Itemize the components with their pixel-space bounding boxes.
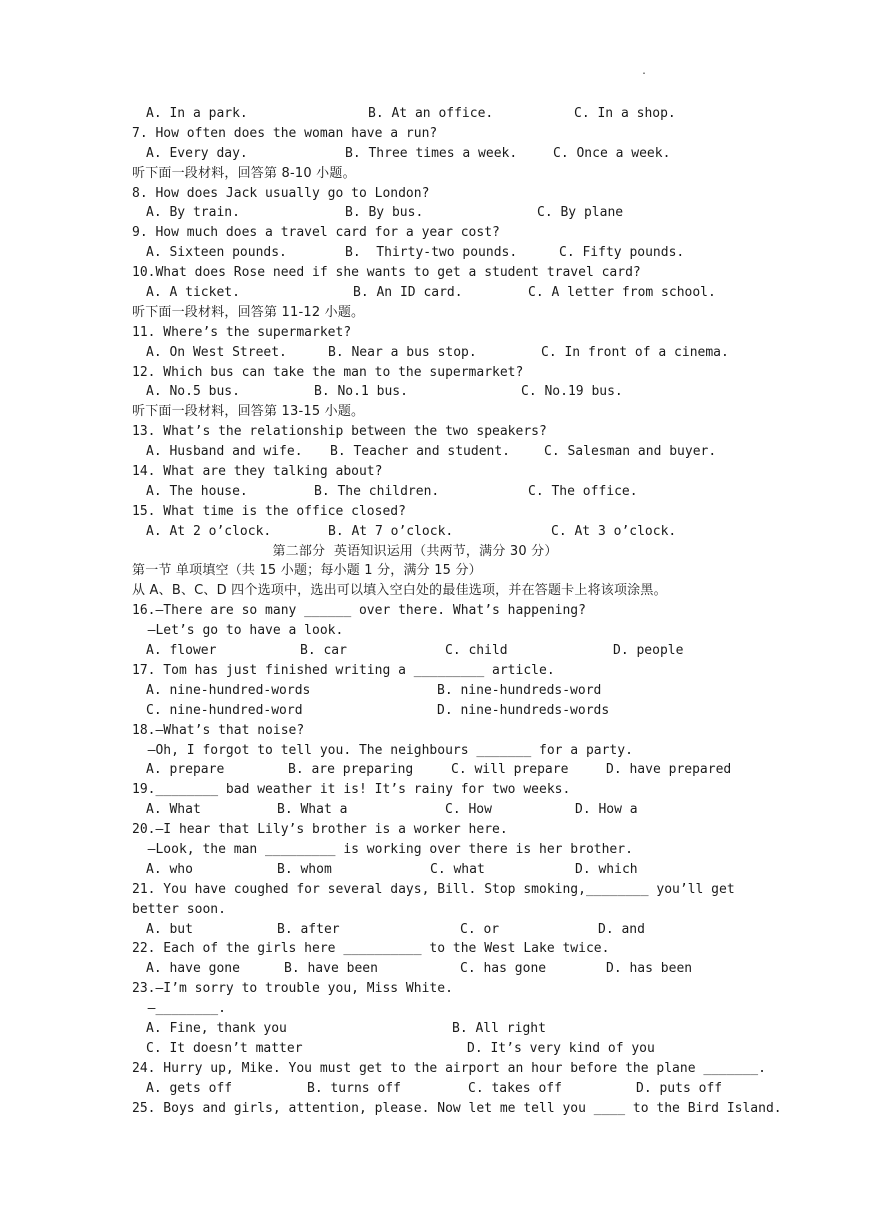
option-b: B. nine-hundreds-word [437, 682, 602, 698]
option-d: D. and [598, 921, 645, 937]
option-a: A. What [146, 802, 201, 818]
option-c: C. takes off [468, 1080, 562, 1096]
option-a: A. A ticket. [146, 285, 240, 301]
option-b: B. At an office. [368, 106, 494, 121]
option-a: A. who [146, 861, 193, 877]
option-b: B. whom [277, 861, 332, 877]
q8-stem: 8. How does Jack usually go to London? [132, 185, 430, 201]
q17-stem: 17. Tom has just finished writing a _________ article. [132, 662, 555, 678]
option-d: D. have prepared [606, 762, 732, 778]
q11-options [132, 343, 732, 363]
q20-stem: 20.—I hear that Lily’s brother is a worker here. [132, 822, 508, 838]
q14-options [132, 482, 732, 502]
q23-stem-2: —________. [132, 1001, 226, 1017]
option-b: B. No.1 bus. [314, 384, 408, 400]
option-b: B. are preparing [288, 762, 414, 778]
q17-options-ab [132, 681, 732, 701]
option-a: A. have gone [146, 961, 240, 977]
option-c: C. what [430, 861, 485, 877]
option-c: C. The office. [528, 483, 638, 499]
q10-stem: 10.What does Rose need if she wants to get a student travel card? [132, 265, 641, 281]
exam-content [132, 104, 782, 1118]
q20-stem-2: —Look, the man _________ is working over there is her brother. [132, 841, 633, 857]
q25-stem: 25. Boys and girls, attention, please. Now let me tell you ____ to the Bird Island. [132, 1100, 782, 1116]
section-instruction-11-12: 听下面一段材料，回答第 11-12 小题。 [132, 304, 365, 320]
option-a: A. No.5 bus. [146, 384, 240, 400]
q13-stem: 13. What’s the relationship between the two speakers? [132, 424, 547, 440]
option-a: A. but [146, 921, 193, 937]
option-c: C. nine-hundred-word [146, 702, 303, 718]
option-d: D. people [613, 643, 684, 659]
option-a: A. Sixteen pounds. [146, 245, 287, 261]
q11-stem: 11. Where’s the supermarket? [132, 324, 352, 340]
section-instruction-13-15: 听下面一段材料，回答第 13-15 小题。 [132, 404, 365, 420]
q19-options [132, 800, 732, 820]
q18-options [132, 760, 732, 780]
option-b: B. have been [284, 961, 378, 977]
q17-options-cd [132, 701, 732, 721]
option-b: B. Near a bus stop. [328, 344, 477, 360]
option-c: C. Fifty pounds. [559, 245, 685, 261]
part-two-heading: 第二部分 英语知识运用（共两节，满分 30 分） [272, 543, 558, 559]
q18-stem: 18.—What’s that noise? [132, 722, 305, 738]
option-c: C. Salesman and buyer. [544, 444, 717, 460]
option-a: A. Fine, thank you [146, 1020, 287, 1036]
q12-options [132, 382, 732, 402]
q13-options [132, 442, 732, 462]
q21-stem: 21. You have coughed for several days, Bill. Stop smoking,________ you’ll get [132, 881, 735, 897]
q9-stem: 9. How much does a travel card for a year cost? [132, 225, 500, 241]
q7-options [132, 144, 732, 164]
option-c: C. A letter from school. [528, 285, 716, 301]
q14-stem: 14. What are they talking about? [132, 464, 383, 480]
option-b: B. At 7 o’clock. [328, 523, 454, 539]
q22-options [132, 959, 732, 979]
option-a: A. By train. [146, 205, 240, 221]
option-d: D. nine-hundreds-words [437, 702, 610, 718]
section-instruction-8-10: 听下面一段材料，回答第 8-10 小题。 [132, 165, 356, 181]
q23-stem: 23.—I’m sorry to trouble you, Miss White. [132, 981, 453, 997]
option-a: A. flower [146, 643, 217, 659]
q10-options [132, 283, 732, 303]
option-b: B. The children. [314, 483, 440, 499]
option-b: B. Three times a week. [345, 145, 518, 161]
option-b: B. turns off [307, 1080, 401, 1096]
option-a: A. On West Street. [146, 344, 287, 360]
option-c: C. In front of a cinema. [541, 344, 729, 360]
option-a: A. prepare [146, 762, 225, 778]
option-c: C. No.19 bus. [521, 384, 623, 400]
option-a: A. In a park. [146, 106, 248, 121]
q21-options [132, 920, 732, 940]
q20-options [132, 860, 732, 880]
option-b: B. What a [277, 802, 348, 818]
option-d: D. puts off [636, 1080, 723, 1096]
q8-options [132, 203, 732, 223]
q23-options-ab [132, 1019, 732, 1039]
option-d: D. which [575, 861, 638, 877]
q22-stem: 22. Each of the girls here __________ to the West Lake twice. [132, 941, 610, 957]
option-d: D. How a [575, 802, 638, 818]
q24-options [132, 1079, 732, 1099]
section-one-instructions: 从 A、B、C、D 四个选项中，选出可以填入空白处的最佳选项，并在答题卡上将该项涂黑。 [132, 583, 667, 599]
q21-stem-2: better soon. [132, 901, 226, 917]
q16-stem: 16.—There are so many ______ over there. What’s happening? [132, 603, 586, 619]
option-b: B. By bus. [345, 205, 424, 221]
option-b: B. All right [452, 1020, 546, 1036]
option-a: A. nine-hundred-words [146, 682, 311, 698]
option-b: B. An ID card. [353, 285, 463, 301]
q7-stem: 7. How often does the woman have a run? [132, 125, 438, 141]
option-a: A. The house. [146, 483, 248, 499]
option-c: C. How [445, 802, 492, 818]
option-c: C. Once a week. [553, 145, 671, 161]
q16-options [132, 641, 732, 661]
option-c: C. At 3 o’clock. [551, 523, 677, 539]
option-a: A. Every day. [146, 145, 248, 161]
section-one-heading: 第一节 单项填空（共 15 小题；每小题 1 分，满分 15 分） [132, 563, 482, 579]
option-a: A. Husband and wife. [146, 444, 303, 460]
page-mark: . [641, 66, 648, 77]
q18-stem-2: —Oh, I forgot to tell you. The neighbours _______ for a party. [132, 742, 633, 758]
option-a: A. At 2 o’clock. [146, 523, 272, 539]
option-b: B. car [300, 643, 347, 659]
option-c: C. child [445, 643, 508, 659]
option-c: C. will prepare [451, 762, 569, 778]
option-b: B. Thirty-two pounds. [345, 245, 518, 261]
q9-options [132, 243, 732, 263]
option-c: C. In a shop. [574, 106, 676, 121]
option-b: B. after [277, 921, 340, 937]
q23-options-cd [132, 1039, 732, 1059]
q6-options [132, 104, 732, 124]
option-c: C. By plane [537, 205, 624, 221]
q16-stem-2: —Let’s go to have a look. [132, 623, 344, 639]
option-d: D. has been [606, 961, 693, 977]
q15-options [132, 522, 732, 542]
option-c: C. It doesn’t matter [146, 1040, 303, 1056]
option-c: C. has gone [460, 961, 547, 977]
option-b: B. Teacher and student. [330, 444, 511, 460]
q12-stem: 12. Which bus can take the man to the supermarket? [132, 364, 524, 380]
q19-stem: 19.________ bad weather it is! It’s rainy for two weeks. [132, 782, 571, 798]
option-d: D. It’s very kind of you [467, 1040, 655, 1056]
q24-stem: 24. Hurry up, Mike. You must get to the airport an hour before the plane _______. [132, 1060, 766, 1076]
option-c: C. or [460, 921, 500, 937]
q15-stem: 15. What time is the office closed? [132, 503, 406, 519]
option-a: A. gets off [146, 1080, 233, 1096]
